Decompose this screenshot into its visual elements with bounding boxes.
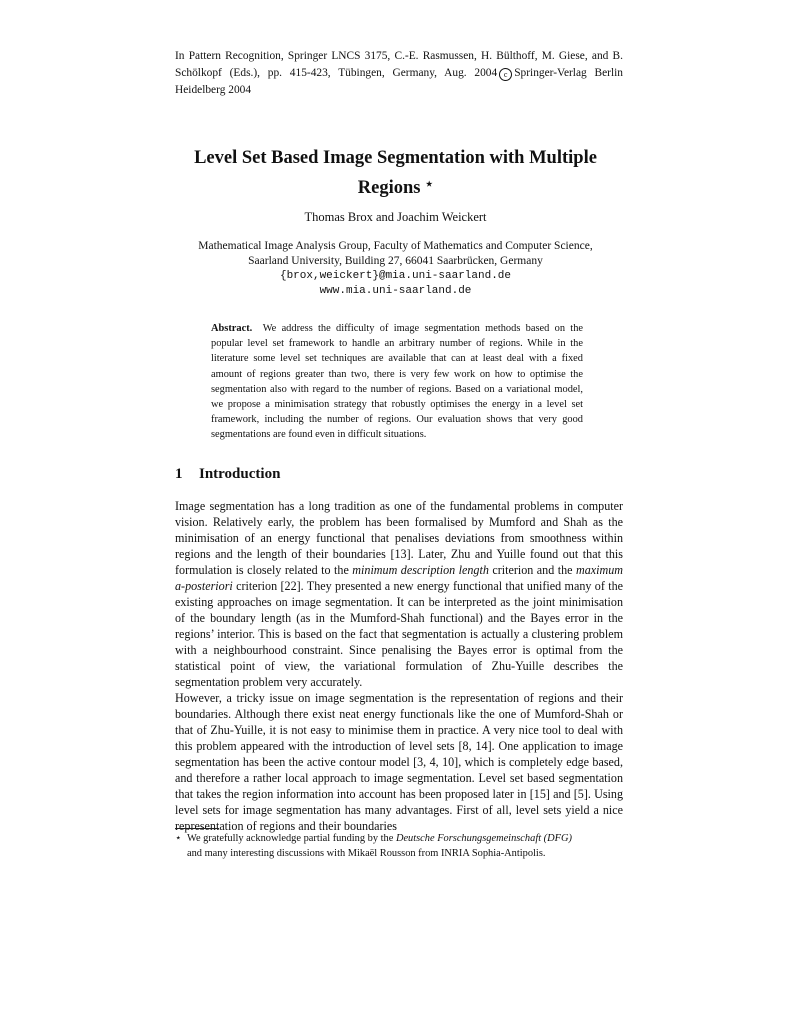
abstract-label: Abstract.	[211, 323, 253, 334]
affiliation-line-1: Mathematical Image Analysis Group, Faculty of Mathematics and Computer Science,	[198, 240, 593, 252]
title-line-1: Level Set Based Image Segmentation with Multiple	[194, 148, 597, 168]
title-line-2	[150, 171, 641, 201]
author-email: {brox,weickert}@mia.uni-saarland.de	[279, 270, 512, 282]
publication-note-copyright: Springer-Verlag Berlin Heidelberg 2004	[175, 67, 623, 96]
copyright-icon: c	[499, 68, 512, 81]
publication-note	[175, 48, 623, 99]
intro-p1-emph-2: maximum a-posteriori	[175, 563, 623, 593]
section-heading	[175, 466, 280, 483]
section-number: 1	[175, 466, 183, 482]
intro-p1-text-a: Image segmentation has a long tradition as one of the fundamental problems in computer vision. Relatively early, the problem has been formalised by Mumford and Shah as the minimisation of an energy functional that penalises deviations from smoothness within regions and the length of their boundaries [13]. Later, Zhu and Yuille found out that this formulation is closely related to the	[175, 499, 623, 577]
publication-note-text: In Pattern Recognition, Springer LNCS 3175, C.-E. Rasmussen, H. Bülthoff, M. Giese, and B. Schölkopf (Eds.), pp. 415-423, Tübingen, Germany, Aug. 2004	[175, 50, 623, 79]
intro-p1-text-b: criterion and the	[488, 563, 576, 577]
group-website: www.mia.uni-saarland.de	[319, 285, 472, 297]
title-footnote-mark: ⋆	[425, 176, 434, 191]
intro-paragraph-2: However, a tricky issue on image segmentation is the representation of regions and their boundaries. Although there exist neat energy functionals like the one of Mumford-Shah or that of Zhu-Yuille, it is not easy to minimise them in practice. A very nice tool to deal with this problem appeared with the introduction of level sets [8, 14]. One application to image segmentation has been the active contour model [3, 4, 10], which is completely edge based, and therefore a rather local approach to image segmentation. Level set based segmentation that takes the region information into account has been proposed later in [15] and [5]. Using level sets for image segmentation has many advantages. First of all, level sets yield a nice representation of regions and their boundaries	[175, 691, 623, 833]
intro-paragraph-1	[175, 498, 623, 690]
footnote-line-1	[175, 832, 623, 847]
authors: Thomas Brox and Joachim Weickert	[304, 210, 487, 224]
footnote-mark: ⋆	[175, 833, 182, 844]
intro-p1-text-c: criterion [22]. They presented a new energy functional that unified many of the existing approaches on image segmentation. It can be interpreted as the joint minimisation of the boundary length (as in the Mumford-Shah functional) and the Bayes error in the regions’ interior. This is based on the fact that segmentation is actually a clustering problem with a neighbourhood constraint. Since penalising the Bayes error is optimal from the statistical point of view, the variational formulation of Zhu-Yuille describes the segmentation problem very accurately.	[175, 579, 623, 689]
title-line-2-text: Regions	[357, 178, 421, 198]
abstract	[211, 321, 583, 443]
paper-title	[150, 145, 641, 201]
footnote-rule	[175, 828, 219, 829]
footnote	[175, 832, 623, 861]
footnote-line-2: and many interesting discussions with Mikaël Rousson from INRIA Sophia-Antipolis.	[187, 847, 546, 859]
footnote-text-a: We gratefully acknowledge partial funding by the	[187, 833, 396, 844]
introduction-body	[175, 498, 623, 834]
affiliation-line-2: Saarland University, Building 27, 66041 Saarbrücken, Germany	[248, 255, 543, 267]
abstract-text: We address the difficulty of image segmentation methods based on the popular level set framework to handle an arbitrary number of regions. While in the literature some level set techniques are available that can at least deal with a fixed amount of regions greater than two, there is very few work on how to optimise the segmentation also with regard to the number of regions. Based on a variational model, we propose a minimisation strategy that robustly optimises the energy in a level set framework, including the number of regions. Our evaluation shows that very good segmentations are found even in difficult situations.	[211, 323, 584, 441]
affiliation	[150, 239, 641, 299]
footnote-emph: Deutsche Forschungsgemeinschaft (DFG)	[395, 833, 572, 844]
section-title: Introduction	[199, 466, 281, 482]
intro-p1-emph-1: minimum description length	[352, 563, 489, 577]
